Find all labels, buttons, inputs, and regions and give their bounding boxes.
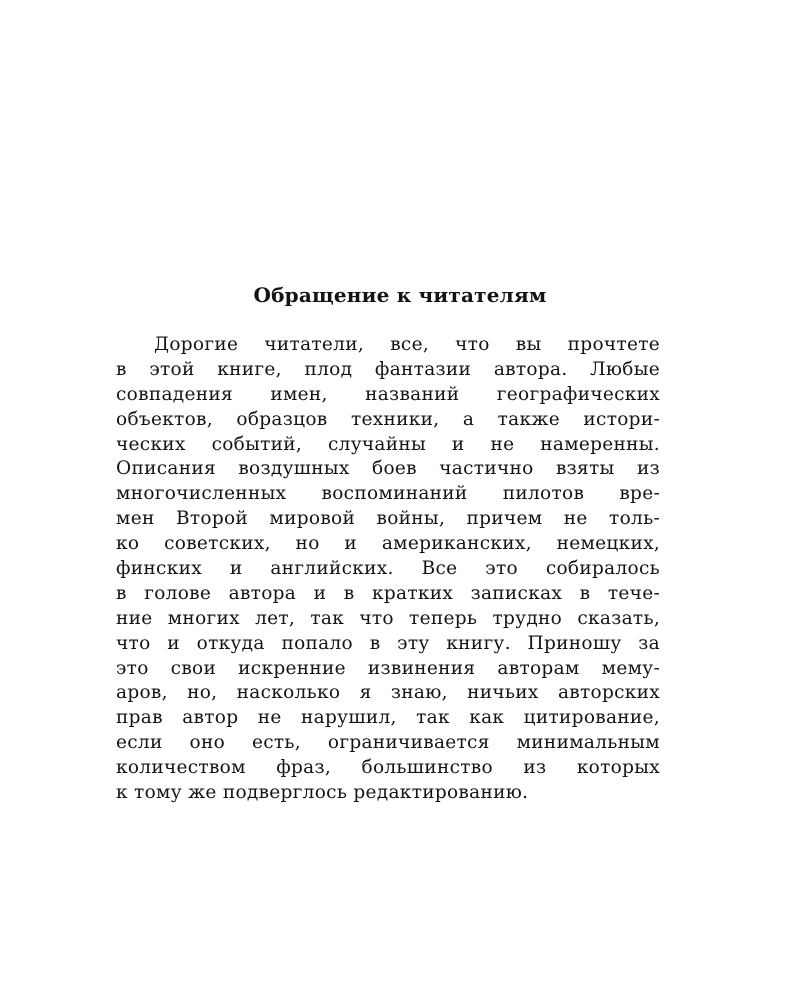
text-line: аров, но, насколько я знаю, ничьих авторских: [116, 682, 660, 704]
text-line: если оно есть, ограничивается минимальным: [116, 732, 660, 754]
text-line: объектов, образцов техники, а также истори-: [116, 408, 660, 430]
text-line: многочисленных воспоминаний пилотов вре-: [116, 483, 660, 505]
text-line: ко советских, но и американских, немецких,: [116, 533, 660, 555]
text-line: ческих событий, случайны и не намеренны.: [116, 433, 660, 455]
text-line: ние многих лет, так что теперь трудно сказать,: [116, 607, 660, 629]
text-line: это свои искренние извинения авторам мему-: [116, 657, 660, 679]
text-line: в этой книге, плод фантазии автора. Любые: [116, 358, 660, 380]
text-line: количеством фраз, большинство из которых: [116, 757, 660, 779]
body-paragraph: [116, 333, 660, 806]
text-line: Дорогие читатели, все, что вы прочтете: [154, 334, 660, 355]
page-title: Обращение к читателям: [253, 283, 547, 307]
text-line: в голове автора и в кратких записках в тече-: [116, 582, 660, 604]
text-line: прав автор не нарушил, так как цитирование,: [116, 707, 660, 729]
text-line: к тому же подверглось редактированию.: [116, 782, 529, 804]
text-line: финских и английских. Все это собиралось: [116, 558, 660, 580]
text-line: что и откуда попало в эту книгу. Приношу за: [116, 632, 660, 654]
text-line: Описания воздушных боев частично взяты из: [116, 458, 660, 480]
text-line: мен Второй мировой войны, причем не толь-: [116, 508, 660, 530]
text-line: совпадения имен, названий географических: [116, 383, 660, 405]
